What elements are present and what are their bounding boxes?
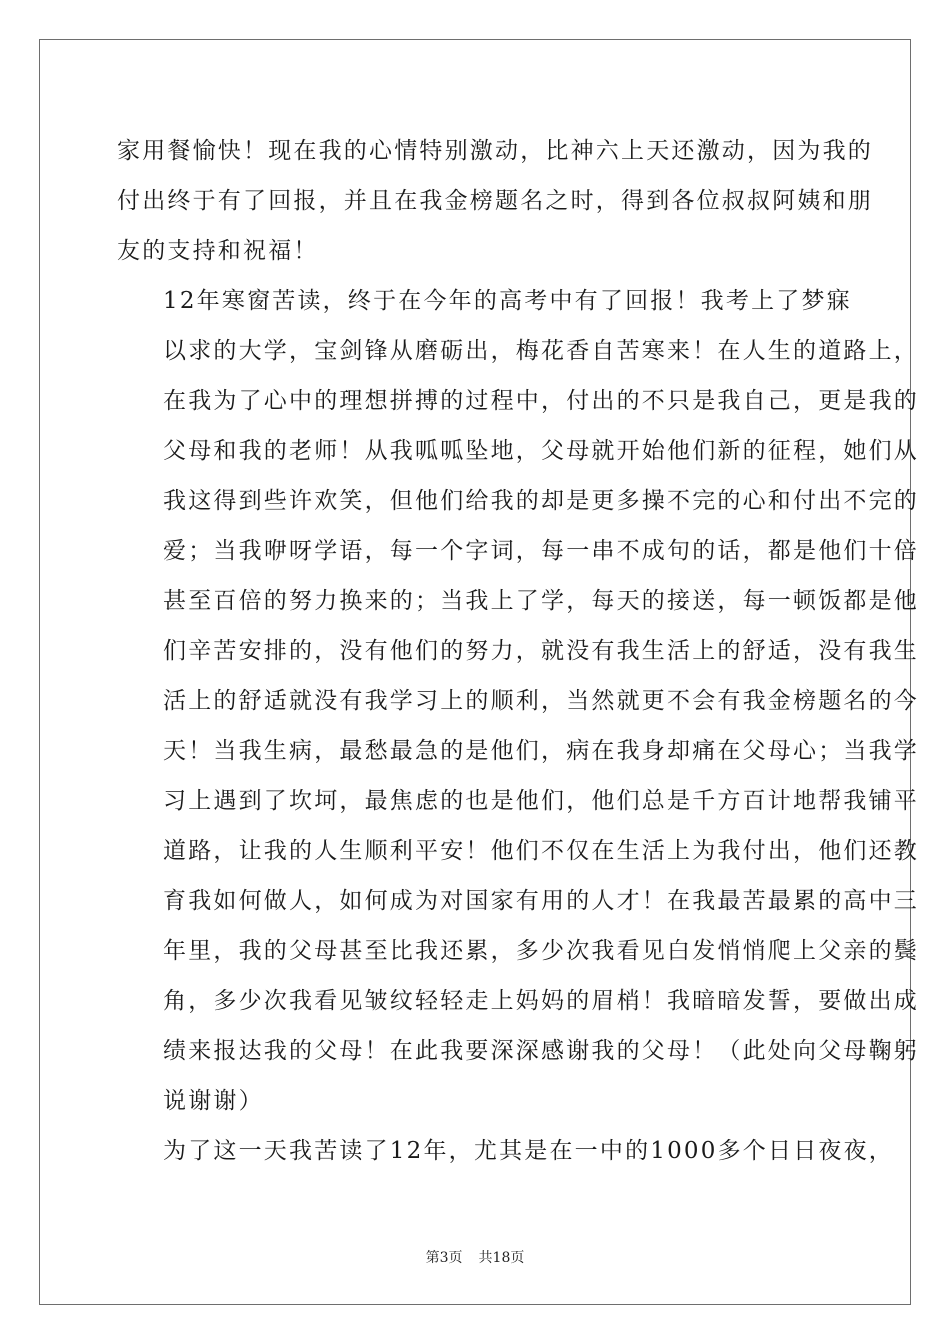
text-line: 年里，我的父母甚至比我还累，多少次我看见白发悄悄爬上父亲的鬓 — [163, 938, 919, 964]
text-line: 以求的大学，宝剑锋从磨砺出，梅花香自苦寒来！在人生的道路上， — [163, 338, 919, 364]
text-line: 角，多少次我看见皱纹轻轻走上妈妈的眉梢！我暗暗发誓，要做出成 — [163, 988, 919, 1014]
text-line: 我这得到些许欢笑，但他们给我的却是更多操不完的心和付出不完的 — [163, 488, 919, 514]
text-line: 家用餐愉快！现在我的心情特别激动，比神六上天还激动，因为我的 — [117, 138, 873, 164]
text-line: 说谢谢） — [163, 1088, 264, 1114]
text-line: 甚至百倍的努力换来的；当我上了学，每天的接送，每一顿饭都是他 — [163, 588, 919, 614]
text-line: 绩来报达我的父母！在此我要深深感谢我的父母！（此处向父母鞠躬 — [163, 1038, 919, 1064]
text-line: 在我为了心中的理想拼搏的过程中，付出的不只是我自己，更是我的 — [163, 388, 919, 414]
text-line: 天！当我生病，最愁最急的是他们，病在我身却痛在父母心；当我学 — [163, 738, 919, 764]
paragraph — [117, 276, 919, 1126]
text-line: 们辛苦安排的，没有他们的努力，就没有我生活上的舒适，没有我生 — [163, 638, 919, 664]
text-line: 育我如何做人，如何成为对国家有用的人才！在我最苦最累的高中三 — [163, 888, 919, 914]
text-line: 道路，让我的人生顺利平安！他们不仅在生活上为我付出，他们还教 — [163, 838, 919, 864]
text-line: 12年寒窗苦读，终于在今年的高考中有了回报！我考上了梦寐 — [163, 288, 852, 314]
document-body — [117, 126, 919, 1176]
page-footer — [0, 1247, 950, 1267]
page-number: 第3页 — [425, 1250, 463, 1266]
paragraph — [117, 1126, 894, 1176]
text-line: 为了这一天我苦读了12年，尤其是在一中的1000多个日日夜夜， — [163, 1138, 894, 1164]
text-line: 友的支持和祝福！ — [117, 238, 319, 264]
page-total: 共18页 — [478, 1250, 525, 1266]
text-line: 活上的舒适就没有我学习上的顺利，当然就更不会有我金榜题名的今 — [163, 688, 919, 714]
text-line: 习上遇到了坎坷，最焦虑的也是他们，他们总是千方百计地帮我铺平 — [163, 788, 919, 814]
text-line: 爱；当我咿呀学语，每一个字词，每一串不成句的话，都是他们十倍 — [163, 538, 919, 564]
text-line: 付出终于有了回报，并且在我金榜题名之时，得到各位叔叔阿姨和朋 — [117, 188, 873, 214]
text-line: 父母和我的老师！从我呱呱坠地，父母就开始他们新的征程，她们从 — [163, 438, 919, 464]
paragraph — [117, 126, 873, 276]
